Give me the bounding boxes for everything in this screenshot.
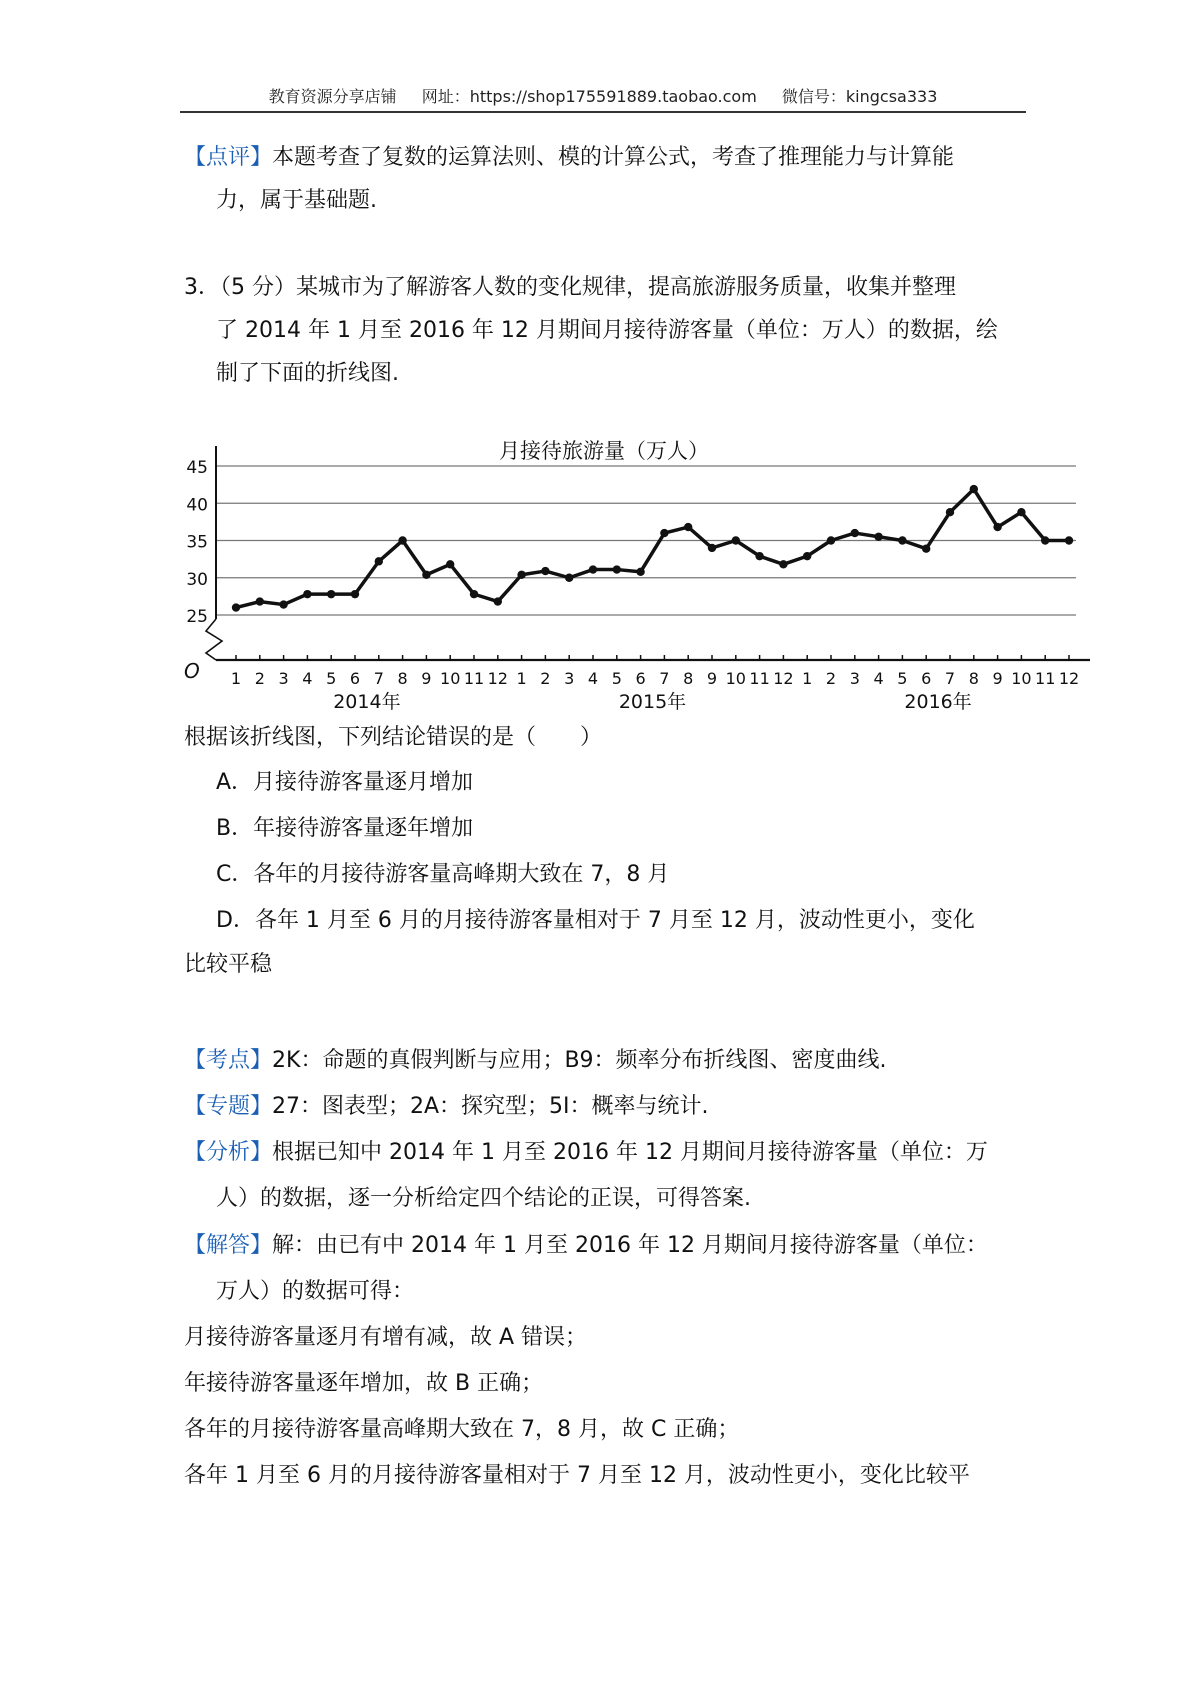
option-d-continued: 比较平稳 [184,952,273,977]
x-tick-label: 11 [1035,669,1056,688]
x-tick-label: 10 [440,669,461,688]
data-point [755,552,763,560]
x-tick-label: 1 [230,669,242,688]
x-tick-label: 6 [349,669,361,688]
data-point [375,557,383,565]
x-tick-label: 11 [463,669,485,688]
data-point [303,590,311,598]
data-point [494,597,502,605]
data-point [1041,536,1049,544]
jieda-conclusion-d: 各年 1 月至 6 月的月接待游客量相对于 7 月至 12 月，波动性更小，变化比较平 [184,1463,970,1488]
option-c[interactable]: C．各年的月接待游客量高峰期大致在 7，8 月 [216,862,670,887]
data-point [1017,508,1025,516]
x-tick-label: 9 [706,669,718,688]
fenxi-tag: 【分析】 [184,1140,273,1165]
x-tick-label: 1 [802,669,813,688]
question-line-1: 3．（5 分）某城市为了解游客人数的变化规律，提高旅游服务质量，收集并整理 [184,275,956,300]
header-divider [180,111,1026,113]
x-tick-label: 11 [749,669,770,688]
header-site: 网址：https://shop175591889.taobao.com [421,87,757,106]
x-tick-label: 8 [397,669,408,688]
data-point [279,600,287,608]
x-tick-label: 8 [683,669,694,688]
data-point [660,529,668,537]
x-tick-label: 9 [421,669,432,688]
jieda-line-1 [184,1231,988,1261]
data-point [732,536,740,544]
data-point [232,603,240,611]
zhuanti-line [184,1092,709,1122]
zhuanti-tag: 【专题】 [184,1094,273,1119]
option-a[interactable]: A．月接待游客量逐月增加 [216,770,474,795]
x-tick-label: 7 [373,669,384,688]
question-line-3: 制了下面的折线图. [216,361,399,386]
x-tick-label: 3 [564,669,575,688]
jieda-line-2: 万人）的数据可得： [216,1279,415,1304]
review-line-2: 力，属于基础题. [216,188,377,213]
kaodian-line [184,1046,887,1076]
year-label: 2014年 [333,691,401,713]
chart-series-line [236,489,1069,607]
option-b[interactable]: B．年接待游客量逐年增加 [216,816,474,841]
x-tick-label: 4 [873,669,884,688]
year-label: 2016年 [904,691,972,713]
question-line-2: 了 2014 年 1 月至 2016 年 12 月期间月接待游客量（单位：万人）的数据，绘 [216,318,998,343]
data-point [779,560,787,568]
data-point [922,544,930,552]
data-point [993,523,1001,531]
year-label: 2015年 [618,691,687,713]
y-tick-label: 25 [186,607,208,627]
header-wechat: 微信号：kingcsa333 [781,87,938,106]
jieda-conclusion-a: 月接待游客量逐月有增有减，故 A 错误； [184,1325,588,1350]
x-tick-label: 5 [897,669,908,688]
y-tick-label: 30 [186,569,208,590]
data-point [589,565,597,573]
question-prompt: 根据该折线图，下列结论错误的是（ ） [184,725,603,750]
x-tick-label: 3 [278,669,289,688]
review-text-1: 本题考查了复数的运算法则、模的计算公式，考查了推理能力与计算能 [272,145,955,170]
x-tick-label: 4 [302,669,313,688]
jieda-conclusion-b: 年接待游客量逐年增加，故 B 正确； [184,1371,544,1396]
x-tick-label: 5 [611,669,622,688]
data-point [970,485,978,493]
jieda-text-1: 解：由已有中 2014 年 1 月至 2016 年 12 月期间月接待游客量（单位： [272,1233,988,1258]
data-point [470,590,478,598]
chart-axes [206,446,1090,660]
y-axis-break [206,619,222,660]
data-point [874,533,882,541]
y-tick-label: 45 [186,458,208,478]
chart-y-ticks [186,458,208,627]
data-point [613,565,621,573]
data-point [898,536,906,544]
x-tick-label: 1 [516,669,527,688]
kaodian-text: 2K：命题的真假判断与应用；B9：频率分布折线图、密度曲线. [272,1048,887,1073]
fenxi-text-1: 根据已知中 2014 年 1 月至 2016 年 12 月期间月接待游客量（单位：万 [272,1140,988,1165]
x-tick-label: 10 [725,669,746,688]
chart-year-labels [333,691,972,713]
line-chart [184,428,1094,714]
chart-title: 月接待旅游量（万人） [499,439,709,463]
review-line-1 [184,143,954,173]
jieda-conclusion-c: 各年的月接待游客量高峰期大致在 7，8 月，故 C 正确； [184,1417,740,1442]
chart-origin-label: O [184,659,200,683]
x-tick-label: 3 [849,669,860,688]
data-point [351,590,359,598]
y-tick-label: 40 [186,495,208,516]
y-tick-label: 35 [186,532,208,553]
x-tick-label: 2 [540,669,551,688]
x-tick-label: 12 [1058,669,1080,688]
data-point [708,544,716,552]
data-point [636,568,644,576]
review-tag: 【点评】 [184,145,273,170]
zhuanti-text: 27：图表型；2A：探究型；5I：概率与统计. [272,1094,709,1119]
x-tick-label: 4 [587,669,599,688]
data-point [803,552,811,560]
x-tick-label: 5 [326,669,337,688]
option-d[interactable]: D．各年 1 月至 6 月的月接待游客量相对于 7 月至 12 月，波动性更小，变化 [216,908,975,933]
x-tick-label: 6 [921,669,932,688]
data-point [446,560,454,568]
x-tick-label: 2 [254,669,265,688]
x-tick-label: 8 [968,669,979,688]
x-tick-label: 12 [487,669,508,688]
kaodian-tag: 【考点】 [184,1048,273,1073]
data-point [327,590,335,598]
data-point [422,571,430,579]
data-point [541,567,549,575]
x-tick-label: 6 [635,669,646,688]
data-point [1065,536,1073,544]
chart-points [232,485,1073,612]
data-point [256,597,264,605]
header-shop: 教育资源分享店铺 [268,87,397,106]
page-header [180,84,1026,107]
data-point [565,574,573,582]
fenxi-line-1 [184,1138,988,1168]
x-tick-label: 10 [1011,669,1032,688]
fenxi-line-2: 人）的数据，逐一分析给定四个结论的正误，可得答案. [216,1186,751,1211]
jieda-tag: 【解答】 [184,1233,273,1258]
data-point [398,536,406,544]
x-tick-label: 12 [773,669,794,688]
data-point [946,508,954,516]
x-tick-label: 2 [825,669,837,688]
data-point [827,536,835,544]
x-tick-label: 9 [992,669,1003,688]
data-point [851,529,859,537]
x-tick-label: 7 [659,669,670,688]
data-point [517,571,525,579]
x-tick-label: 7 [944,669,956,688]
data-point [684,523,692,531]
